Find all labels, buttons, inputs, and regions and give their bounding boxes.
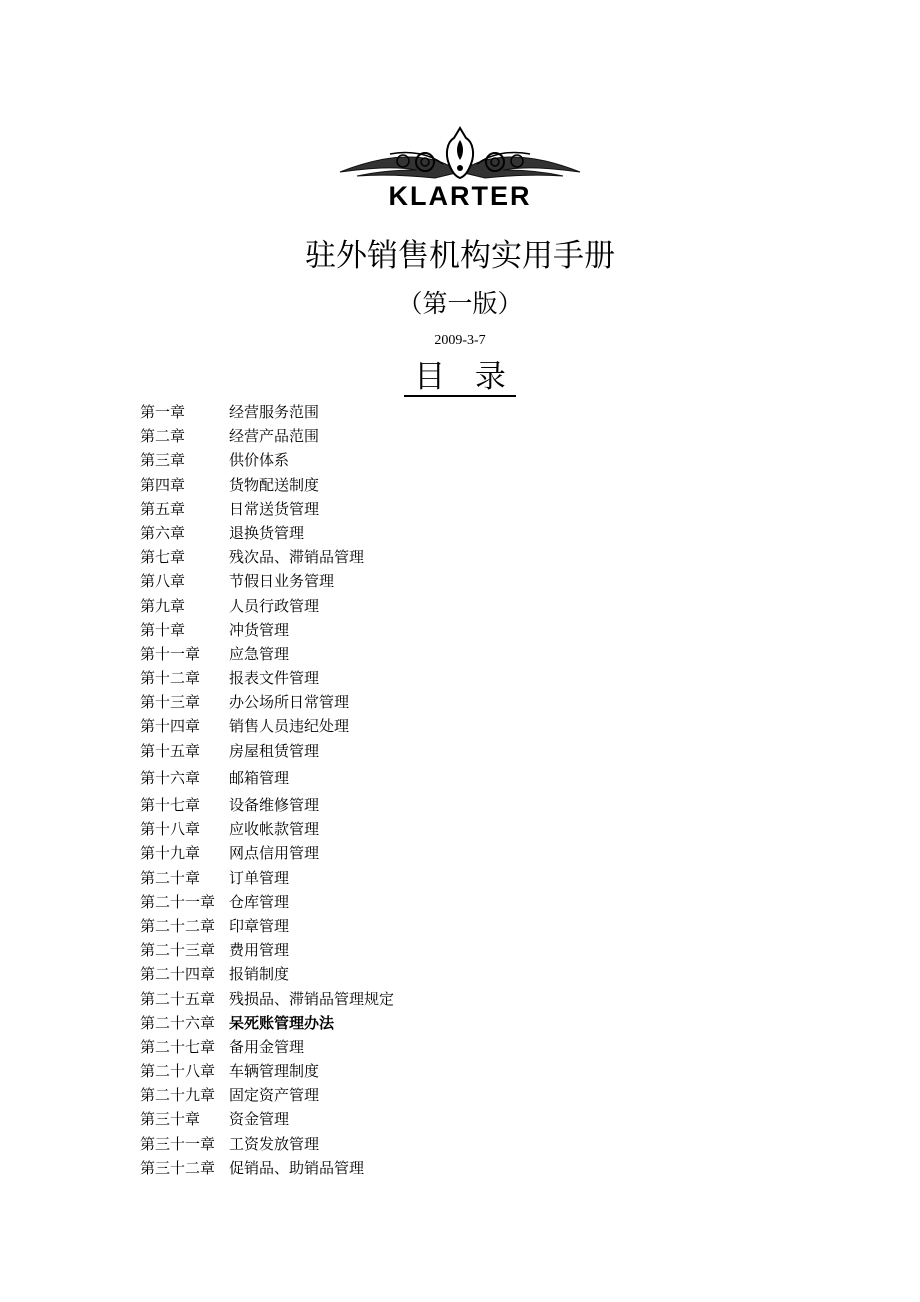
toc-chapter-title: 节假日业务管理 bbox=[229, 572, 335, 591]
toc-entry[interactable] bbox=[140, 793, 740, 817]
toc-entry[interactable] bbox=[140, 739, 740, 763]
toc-chapter-number: 第三十二章 bbox=[140, 1158, 216, 1177]
toc-chapter-number: 第二十九章 bbox=[140, 1086, 216, 1105]
toc-entry[interactable] bbox=[140, 817, 740, 841]
toc-entry[interactable] bbox=[140, 1059, 740, 1083]
document-date: 2009-3-7 bbox=[434, 333, 486, 348]
toc-entry[interactable] bbox=[140, 1107, 740, 1131]
toc-chapter-title: 报表文件管理 bbox=[229, 669, 320, 688]
toc-chapter-number: 第十五章 bbox=[140, 741, 201, 760]
document-title: 驻外销售机构实用手册 bbox=[305, 238, 615, 274]
toc-chapter-title: 促销品、助销品管理 bbox=[229, 1158, 365, 1177]
toc-entry[interactable] bbox=[140, 400, 740, 424]
toc-entry[interactable] bbox=[140, 841, 740, 865]
toc-chapter-title: 费用管理 bbox=[229, 941, 290, 960]
toc-chapter-title: 经营服务范围 bbox=[229, 403, 320, 421]
toc-entry[interactable] bbox=[140, 714, 740, 738]
toc-chapter-title: 残次品、滞销品管理 bbox=[229, 548, 365, 567]
toc-heading bbox=[0, 356, 920, 398]
toc-chapter-number: 第十一章 bbox=[140, 644, 201, 663]
toc-chapter-number: 第二十五章 bbox=[140, 989, 216, 1008]
toc-chapter-number: 第十八章 bbox=[140, 820, 201, 839]
toc-chapter-number: 第十九章 bbox=[140, 844, 201, 863]
toc-entry[interactable] bbox=[140, 521, 740, 545]
toc-chapter-number: 第三十章 bbox=[140, 1110, 201, 1129]
toc-entry[interactable] bbox=[140, 424, 740, 448]
toc-entry[interactable] bbox=[140, 666, 740, 690]
toc-entry[interactable] bbox=[140, 569, 740, 593]
toc-chapter-number: 第十四章 bbox=[140, 717, 201, 736]
toc-entry[interactable] bbox=[140, 642, 740, 666]
toc-chapter-title: 日常送货管理 bbox=[229, 499, 320, 518]
toc-entry[interactable] bbox=[140, 866, 740, 890]
toc-entry[interactable] bbox=[140, 1035, 740, 1059]
toc-chapter-number: 第十六章 bbox=[140, 768, 201, 787]
winged-emblem-icon bbox=[335, 124, 585, 214]
toc-entry[interactable] bbox=[140, 962, 740, 986]
toc-chapter-title: 销售人员违纪处理 bbox=[229, 717, 350, 736]
toc-chapter-number: 第二十章 bbox=[140, 868, 201, 887]
toc-entry[interactable] bbox=[140, 1083, 740, 1107]
toc-entry[interactable] bbox=[140, 766, 740, 790]
toc-entry[interactable] bbox=[140, 473, 740, 497]
company-logo bbox=[335, 124, 585, 214]
toc-chapter-number: 第三章 bbox=[140, 451, 186, 470]
toc-chapter-title: 备用金管理 bbox=[229, 1037, 305, 1056]
toc-chapter-number: 第十七章 bbox=[140, 796, 201, 814]
toc-chapter-title: 货物配送制度 bbox=[229, 475, 320, 494]
toc-chapter-title: 冲货管理 bbox=[229, 620, 290, 639]
toc-entry[interactable] bbox=[140, 448, 740, 472]
toc-chapter-title: 固定资产管理 bbox=[229, 1086, 320, 1105]
toc-chapter-title: 应急管理 bbox=[229, 644, 290, 663]
toc-chapter-number: 第六章 bbox=[140, 523, 186, 542]
toc-chapter-title: 邮箱管理 bbox=[229, 768, 290, 787]
toc-chapter-number: 第一章 bbox=[140, 403, 186, 421]
document-edition: （第一版） bbox=[397, 289, 523, 318]
toc-entry[interactable] bbox=[140, 690, 740, 714]
toc-chapter-number: 第二十八章 bbox=[140, 1062, 216, 1081]
toc-chapter-title: 人员行政管理 bbox=[229, 596, 320, 615]
toc-chapter-number: 第二十六章 bbox=[140, 1013, 216, 1032]
toc-chapter-number: 第二十二章 bbox=[140, 916, 216, 935]
toc-chapter-title: 应收帐款管理 bbox=[229, 820, 320, 839]
toc-chapter-number: 第九章 bbox=[140, 596, 186, 615]
toc-chapter-title: 车辆管理制度 bbox=[229, 1062, 320, 1081]
logo-text: KLARTER bbox=[388, 181, 532, 211]
toc-chapter-title: 呆死账管理办法 bbox=[229, 1013, 335, 1032]
toc-chapter-title: 房屋租赁管理 bbox=[229, 741, 320, 760]
toc-chapter-title: 印章管理 bbox=[229, 916, 290, 935]
toc-chapter-title: 经营产品范围 bbox=[229, 427, 320, 446]
toc-chapter-number: 第十二章 bbox=[140, 669, 201, 688]
toc-entry[interactable] bbox=[140, 938, 740, 962]
toc-entry[interactable] bbox=[140, 987, 740, 1011]
toc-entry[interactable] bbox=[140, 914, 740, 938]
toc-chapter-title: 供价体系 bbox=[229, 451, 290, 470]
toc-heading-text: 目 录 bbox=[404, 359, 516, 397]
toc-chapter-title: 办公场所日常管理 bbox=[229, 693, 350, 712]
toc-entry[interactable] bbox=[140, 1132, 740, 1156]
toc-chapter-title: 报销制度 bbox=[229, 965, 290, 984]
toc-entry[interactable] bbox=[140, 618, 740, 642]
toc-entry[interactable] bbox=[140, 594, 740, 618]
toc-chapter-number: 第三十一章 bbox=[140, 1134, 216, 1153]
toc-chapter-title: 网点信用管理 bbox=[229, 844, 320, 863]
toc-chapter-number: 第四章 bbox=[140, 475, 186, 494]
toc-entry[interactable] bbox=[140, 545, 740, 569]
toc-chapter-title: 订单管理 bbox=[229, 868, 290, 887]
toc-chapter-number: 第十章 bbox=[140, 620, 186, 639]
toc-entry[interactable] bbox=[140, 1156, 740, 1180]
toc-chapter-title: 退换货管理 bbox=[229, 523, 305, 542]
table-of-contents bbox=[140, 400, 740, 1180]
toc-chapter-title: 仓库管理 bbox=[229, 892, 290, 911]
toc-chapter-number: 第二十三章 bbox=[140, 941, 216, 960]
toc-chapter-number: 第八章 bbox=[140, 572, 186, 591]
toc-entry[interactable] bbox=[140, 1011, 740, 1035]
toc-chapter-number: 第二章 bbox=[140, 427, 186, 446]
toc-chapter-title: 工资发放管理 bbox=[229, 1134, 320, 1153]
toc-entry[interactable] bbox=[140, 890, 740, 914]
toc-chapter-number: 第二十七章 bbox=[140, 1037, 216, 1056]
toc-chapter-title: 设备维修管理 bbox=[229, 796, 320, 814]
toc-chapter-number: 第五章 bbox=[140, 499, 186, 518]
toc-chapter-number: 第七章 bbox=[140, 548, 186, 567]
toc-entry[interactable] bbox=[140, 497, 740, 521]
toc-chapter-number: 第二十一章 bbox=[140, 892, 216, 911]
toc-chapter-title: 资金管理 bbox=[229, 1110, 290, 1129]
toc-chapter-number: 第二十四章 bbox=[140, 965, 216, 984]
toc-chapter-number: 第十三章 bbox=[140, 693, 201, 712]
toc-chapter-title: 残损品、滞销品管理规定 bbox=[229, 989, 395, 1008]
